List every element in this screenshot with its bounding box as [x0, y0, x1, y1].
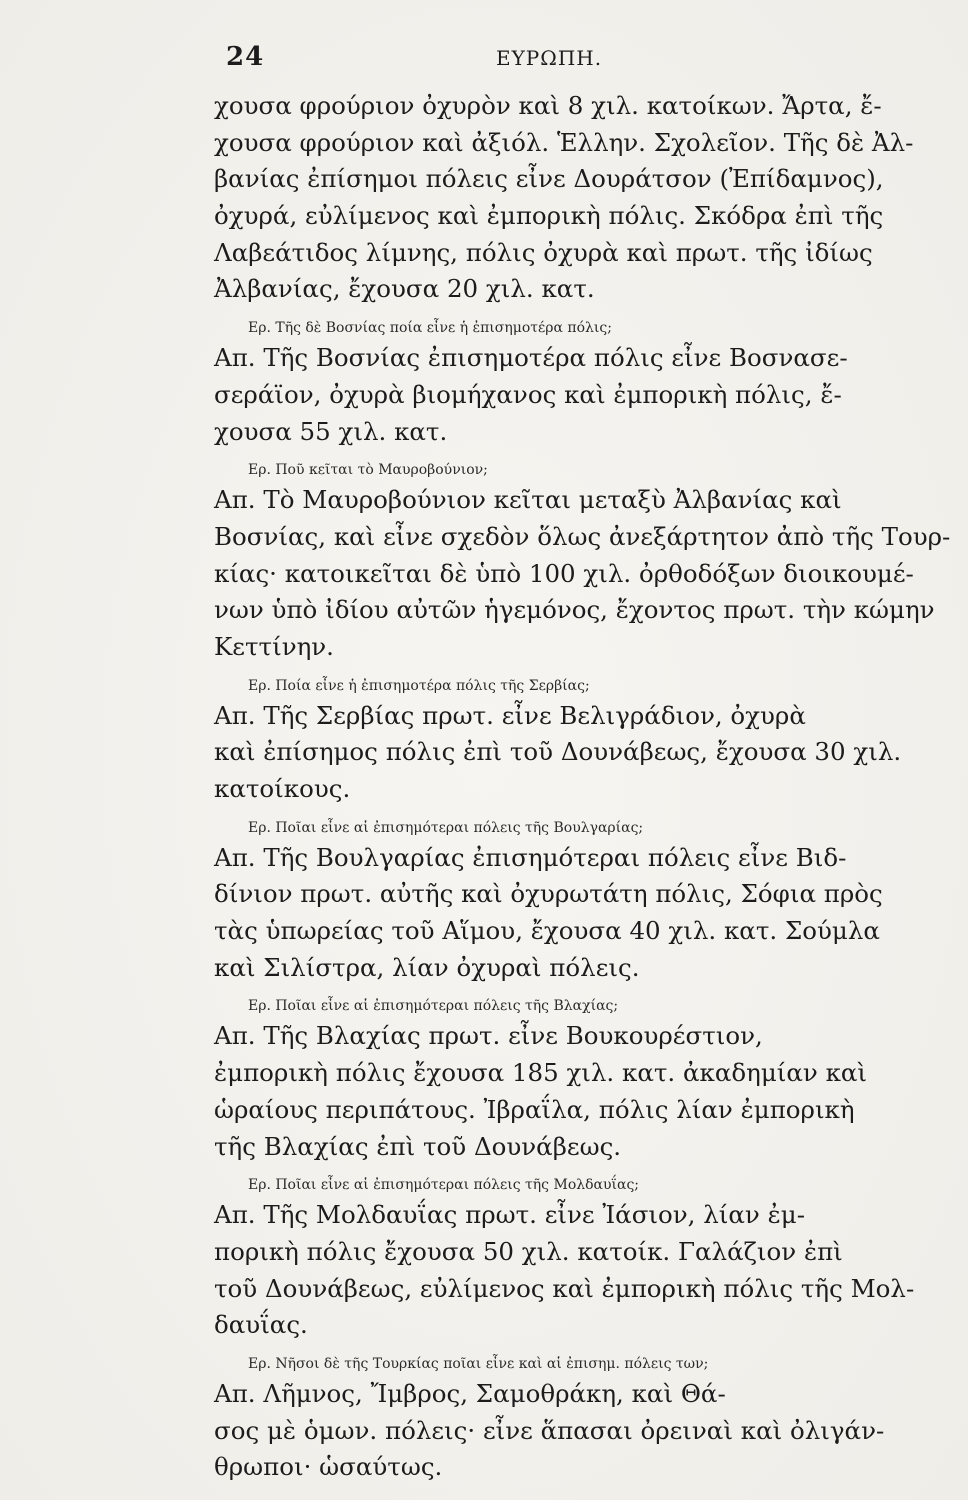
text-line: τὰς ὑπωρείας τοῦ Αἵμου, ἔχουσα 40 χιλ. κατ. Σούμλα: [214, 916, 880, 946]
question-line: Ερ. Ποῖαι εἶνε αἱ ἐπισημότεραι πόλεις τῆς Μολδαυΐας;: [248, 1177, 640, 1194]
page-number: 24: [226, 42, 265, 72]
body-text: [214, 88, 951, 1486]
text-line: Βοσνίας, καὶ εἶνε σχεδὸν ὅλως ἀνεξάρτητον ἀπὸ τῆς Τουρ-: [214, 521, 951, 551]
text-line: βανίας ἐπίσημοι πόλεις εἶνε Δουράτσον (Ἐπίδαμνος),: [214, 164, 884, 194]
question-line: Ερ. Τῆς δὲ Βοσνίας ποία εἶνε ἡ ἐπισημοτέρα πόλις;: [248, 320, 612, 337]
text-line: ὡραίους περιπάτους. Ἰβραΐλα, πόλις λίαν ἐμπορικὴ: [214, 1094, 855, 1124]
text-line: Απ. Τὸ Μαυροβούνιον κεῖται μεταξὺ Ἀλβανίας καὶ: [214, 485, 842, 515]
text-line: Απ. Τῆς Μολδαυΐας πρωτ. εἶνε Ἰάσιον, λίαν ἐμ-: [214, 1200, 805, 1230]
text-line: ἐμπορικὴ πόλις ἔχουσα 185 χιλ. κατ. ἀκαδημίαν καὶ: [214, 1058, 868, 1088]
text-line: δίνιον πρωτ. αὐτῆς καὶ ὀχυρωτάτη πόλις, Σόφια πρὸς: [214, 879, 883, 909]
text-line: Απ. Τῆς Βλαχίας πρωτ. εἶνε Βουκουρέστιον,: [214, 1021, 763, 1051]
text-line: κίας· κατοικεῖται δὲ ὑπὸ 100 χιλ. ὀρθοδόξων διοικουμέ-: [214, 558, 914, 588]
text-line: χουσα φρούριον καὶ ἀξιόλ. Ἑλλην. Σχολεῖον. Τῆς δὲ Ἀλ-: [214, 127, 914, 157]
question-line: Ερ. Ποῖαι εἶνε αἱ ἐπισημότεραι πόλεις τῆς Βλαχίας;: [248, 998, 619, 1015]
text-line: κατοίκους.: [214, 774, 351, 803]
text-line: Ἀλβανίας, ἔχουσα 20 χιλ. κατ.: [214, 274, 595, 304]
text-line: δαυΐας.: [214, 1310, 308, 1340]
question-line: Ερ. Ποῦ κεῖται τὸ Μαυροβούνιον;: [248, 462, 488, 479]
text-line: Απ. Τῆς Σερβίας πρωτ. εἶνε Βελιγράδιον, ὀχυρὰ: [214, 700, 806, 730]
text-line: τῆς Βλαχίας ἐπὶ τοῦ Δουνάβεως.: [214, 1131, 622, 1161]
question-line: Ερ. Ποῖαι εἶνε αἱ ἐπισημότεραι πόλεις τῆς Βουλγαρίας;: [248, 819, 644, 836]
text-line: Απ. Τῆς Βουλγαρίας ἐπισημότεραι πόλεις εἶνε Βιδ-: [214, 842, 847, 872]
text-line: καὶ Σιλίστρα, λίαν ὀχυραὶ πόλεις.: [214, 952, 640, 982]
text-line: Απ. Λῆμνος, Ἴμβρος, Σαμοθράκη, καὶ Θά-: [214, 1378, 726, 1408]
question-line: Ερ. Ποία εἶνε ἡ ἐπισημοτέρα πόλις τῆς Σερβίας;: [248, 677, 590, 694]
text-line: νων ὑπὸ ἰδίου αὐτῶν ἡγεμόνος, ἔχοντος πρωτ. τὴν κώμην: [214, 595, 935, 625]
text-line: ὀχυρά, εὐλίμενος καὶ ἐμπορικὴ πόλις. Σκόδρα ἐπὶ τῆς: [214, 201, 884, 231]
text-line: Απ. Τῆς Βοσνίας ἐπισημοτέρα πόλις εἶνε Βοσνασε-: [214, 343, 848, 373]
text-line: χουσα 55 χιλ. κατ.: [214, 416, 448, 446]
text-line: Λαβεάτιδος λίμνης, πόλις ὀχυρὰ καὶ πρωτ. τῆς ἰδίως: [214, 237, 873, 267]
text-line: τοῦ Δουνάβεως, εὐλίμενος καὶ ἐμπορικὴ πόλις τῆς Μολ-: [214, 1273, 915, 1303]
text-line: καὶ ἐπίσημος πόλις ἐπὶ τοῦ Δουνάβεως, ἔχουσα 30 χιλ.: [214, 737, 902, 767]
page-header: [226, 42, 714, 82]
text-line: θρωποι· ὡσαύτως.: [214, 1452, 443, 1482]
question-line: Ερ. Νῆσοι δὲ τῆς Τουρκίας ποῖαι εἶνε καὶ αἱ ἐπισημ. πόλεις των;: [248, 1355, 709, 1372]
text-line: πορικὴ πόλις ἔχουσα 50 χιλ. κατοίκ. Γαλάζιον ἐπὶ: [214, 1236, 843, 1266]
text-line: χουσα φρούριον ὀχυρὸν καὶ 8 χιλ. κατοίκων. Ἄρτα, ἔ-: [214, 91, 882, 120]
text-line: σος μὲ ὁμων. πόλεις· εἶνε ἅπασαι ὀρειναὶ καὶ ὀλιγάν-: [214, 1415, 885, 1445]
running-head: ΕΥΡΩΠΗ.: [496, 46, 603, 70]
text-line: Κεττίνην.: [214, 631, 334, 661]
text-line: σεράϊον, ὀχυρὰ βιομήχανος καὶ ἐμπορικὴ πόλις, ἔ-: [214, 379, 842, 409]
